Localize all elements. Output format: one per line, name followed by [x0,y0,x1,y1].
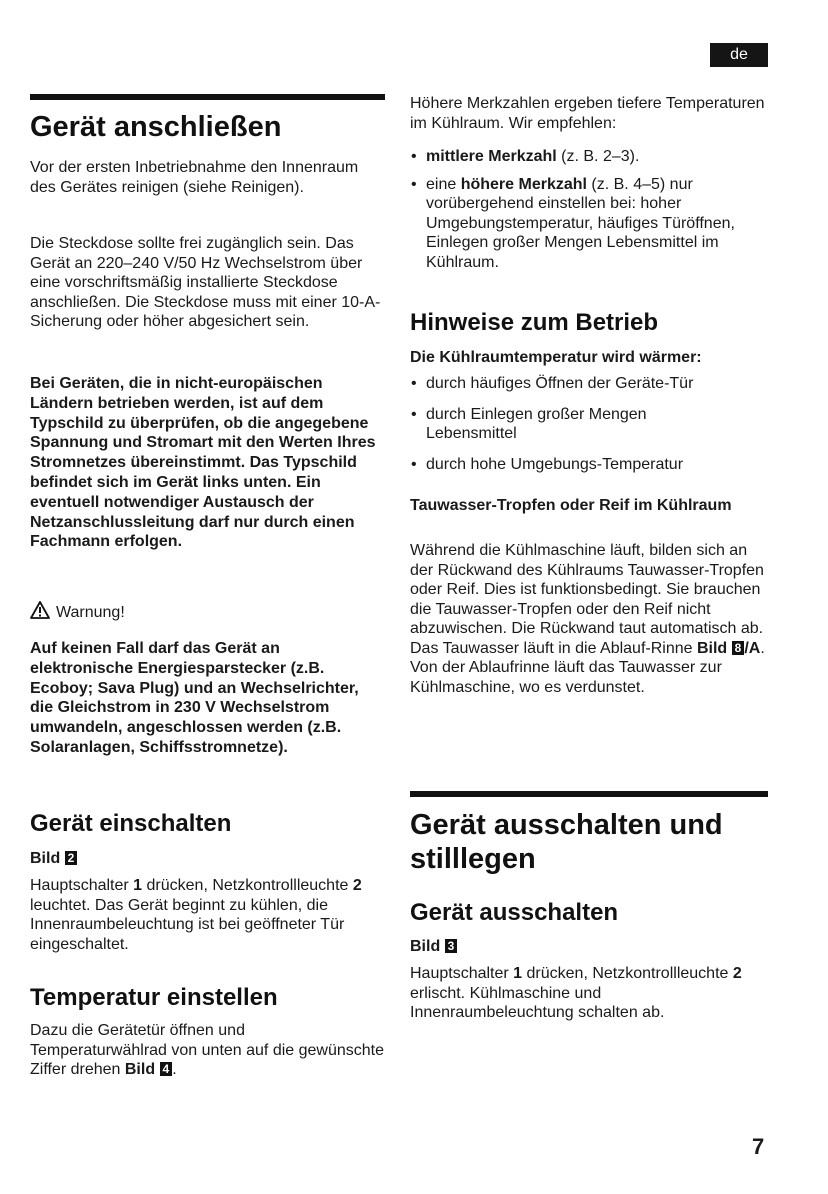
switch-on-figure-ref: Bild 2 [30,849,77,869]
tauwasser-paragraph: Während die Kühlmaschine läuft, bilden sich an der Rückwand des Kühlraums Tauwasser-Tropfen oder Reif. Dies ist funktionsbedingt. Sie brauchen die Tauwasser-Tropfen oder den Reif nicht abzuwischen. Die Rückwand taut automatisch ab. Das Tauwasser läuft in die Ablauf-Rinne Bild 8 /A. Von der Ablaufrinne läuft das Tauwasser zur Kühlmaschine, wo es verdunstet. [410,542,765,696]
merkzahl-intro: Höhere Merkzahlen ergeben tiefere Temperaturen im Kühlraum. Wir empfehlen: [410,95,765,132]
figure-number-badge: 8 [732,641,745,655]
figure-number-badge: 2 [65,851,78,865]
hints-subheading-2: Tauwasser-Tropfen oder Reif im Kühlraum [410,497,732,514]
temperature-paragraph: Dazu die Gerätetür öffnen und Temperaturwählrad von unten auf die gewünschte Ziffer drehen Bild 4 . [30,1022,384,1078]
recommendation-list [410,147,768,272]
connect-paragraph-2: Die Steckdose sollte frei zugänglich sein. Das Gerät an 220–240 V/50 Hz Wechselstrom über eine vorschriftsmäßig installierte Steckdose anschließen. Die Steckdose muss mit einer 10-A-Sicherung oder höher abgesichert sein. [30,235,381,330]
warmer-list [410,374,710,474]
section-rule [410,791,768,797]
warning-label: Warnung! [56,604,125,621]
page-number: 7 [752,1134,765,1159]
figure-number-badge: 3 [445,939,458,953]
list-item: • durch hohe Umgebungs-Temperatur [410,455,710,475]
figure-number-badge: 4 [160,1062,173,1076]
warning-line [30,601,125,623]
connect-paragraph-4: Auf keinen Fall darf das Gerät an elektronische Energiesparstecker (z.B. Ecoboy; Sava Plug) und an Wechselrichter, die Gleichstrom in 230 V Wechselstrom umwandeln, angeschlossen werden (z.B. Solaranlagen, Schiffsstromnetze). [30,640,359,756]
list-item: • mittlere Merkzahl (z. B. 2–3). [410,147,768,167]
connect-paragraph-3: Bei Geräten, die in nicht-europäischen Ländern betrieben werden, ist auf dem Typschild zu überprüfen, ob die angegebene Spannung und Stromart mit den Werten Ihres Stromnetzes übereinstimmt. Das Typschild befindet sich im Gerät links unten. Ein eventuell notwendiger Austausch der Netzanschlussleitung darf nur durch einen Fachmann erfolgen. [30,375,376,551]
switch-off-paragraph: Hauptschalter 1 drücken, Netzkontrollleuchte 2 erlischt. Kühlmaschine und Innenraumbeleuchtung schalten ab. [410,965,742,1021]
switch-off-figure-ref: Bild 3 [410,937,457,957]
heading-connect: Gerät anschließen [30,111,282,143]
heading-switch-off: Gerät ausschalten und stilllegen [410,809,723,875]
section-rule [30,94,385,100]
list-item: • durch häufiges Öffnen der Geräte-Tür [410,374,710,394]
heading-hints: Hinweise zum Betrieb [410,309,659,336]
heading-temperature: Temperatur einstellen [30,984,278,1011]
switch-on-paragraph: Hauptschalter 1 drücken, Netzkontrollleuchte 2 leuchtet. Das Gerät beginnt zu kühlen, die Innenraumbeleuchtung ist bei geöffneter Tür eingeschaltet. [30,877,362,953]
heading-switch-on: Gerät einschalten [30,810,232,837]
warning-triangle-icon [30,601,50,619]
hints-subheading-1: Die Kühlraumtemperatur wird wärmer: [410,349,702,366]
language-tag: de [710,43,768,67]
connect-paragraph-1: Vor der ersten Inbetriebnahme den Innenraum des Gerätes reinigen (siehe Reinigen). [30,159,359,196]
list-item: • durch Einlegen großer Mengen Lebensmittel [410,405,710,444]
list-item: • eine höhere Merkzahl (z. B. 4–5) nur vorübergehend einstellen bei: hoher Umgebungstemperatur, häufiges Türöffnen, Einlegen großer Mengen Lebensmittel im Kühlraum. [410,175,768,273]
heading-switch-off-sub: Gerät ausschalten [410,899,619,926]
